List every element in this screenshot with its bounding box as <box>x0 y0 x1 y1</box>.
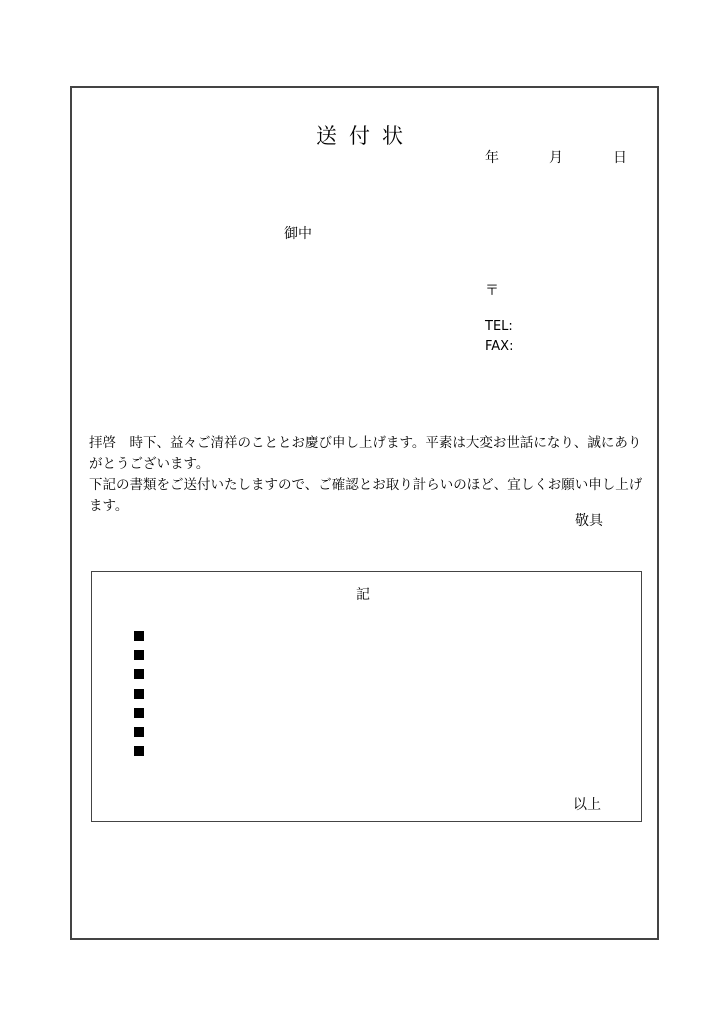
square-bullet-icon <box>134 746 144 756</box>
enclosure-item <box>134 684 144 703</box>
square-bullet-icon <box>134 669 144 679</box>
enclosure-item <box>134 703 144 722</box>
document-title: 送付状 <box>316 124 415 148</box>
enclosure-item <box>134 722 144 741</box>
enclosure-item <box>134 665 144 684</box>
greeting-paragraph: 拝啓 時下、益々ご清祥のこととお慶び申し上げます。平素は大変お世話になり、誠にありがとうございます。 <box>89 435 642 472</box>
postal-mark: 〒 <box>485 283 499 299</box>
square-bullet-icon <box>134 689 144 699</box>
closing-keigu: 敬具 <box>575 513 603 529</box>
addressee-suffix: 御中 <box>284 226 312 242</box>
enclosure-list <box>134 626 144 761</box>
date-month-label: 月 <box>549 150 563 166</box>
enclosure-item <box>134 626 144 645</box>
tel-label: TEL: <box>485 319 513 334</box>
enclosures-heading: 記 <box>356 587 370 603</box>
letter-body <box>89 433 649 517</box>
enclosures-box <box>91 571 642 822</box>
square-bullet-icon <box>134 727 144 737</box>
enclosure-item <box>134 645 144 664</box>
message-paragraph: 下記の書類をご送付いたしますので、ご確認とお取り計らいのほど、宜しくお願い申し上げます。 <box>89 477 643 514</box>
date-year-label: 年 <box>485 150 499 166</box>
enclosure-item <box>134 742 144 761</box>
date-day-label: 日 <box>613 150 627 166</box>
fax-label: FAX: <box>485 339 514 354</box>
enclosures-ending: 以上 <box>573 797 601 813</box>
square-bullet-icon <box>134 631 144 641</box>
square-bullet-icon <box>134 650 144 660</box>
square-bullet-icon <box>134 708 144 718</box>
